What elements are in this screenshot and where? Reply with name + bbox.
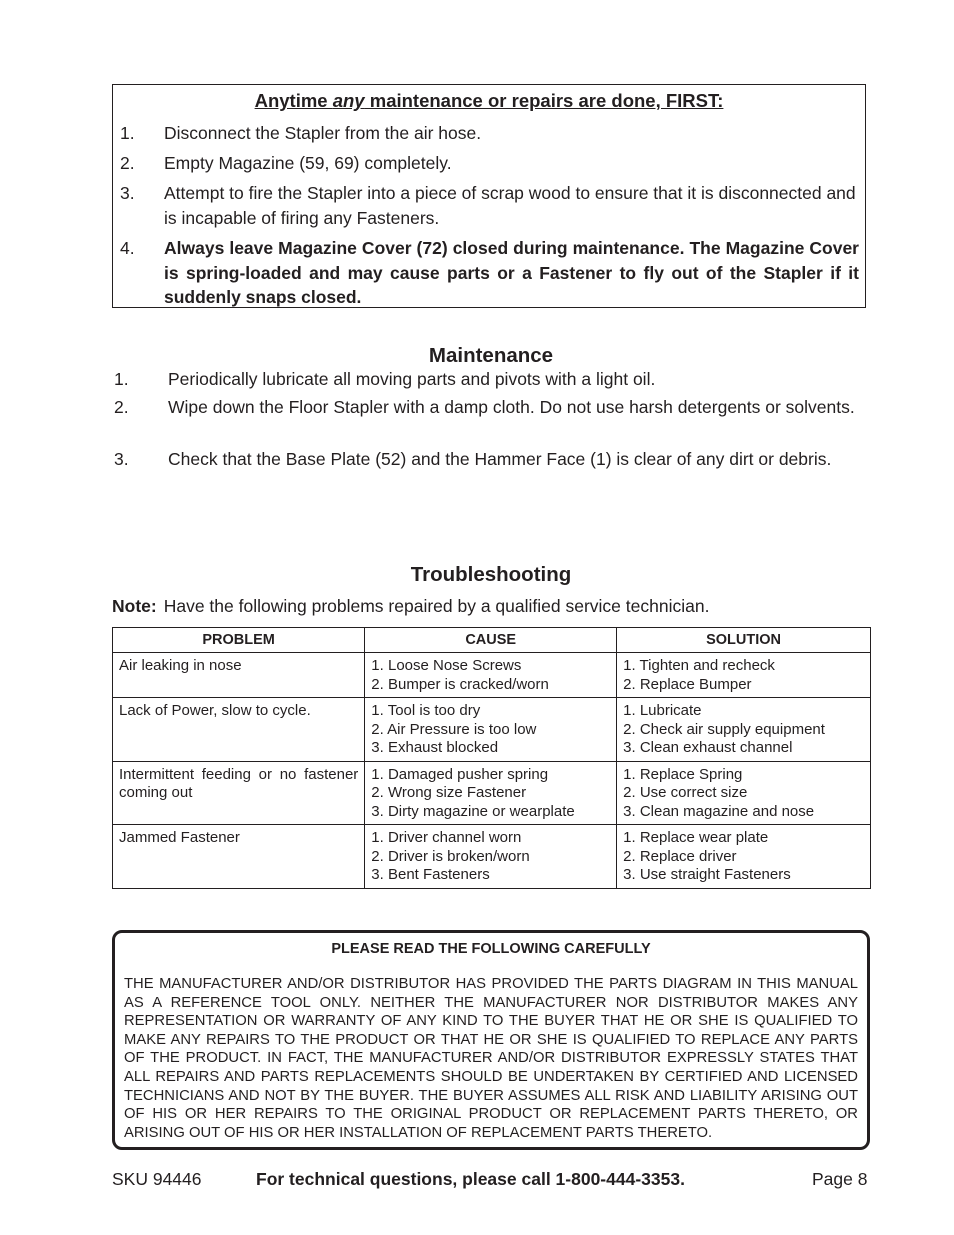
column-header-solution: SOLUTION	[617, 628, 871, 653]
cause-item: 3. Dirty magazine or wearplate	[371, 802, 575, 820]
solution-item: 3. Clean exhaust channel	[623, 739, 793, 756]
item-number: 3.	[114, 449, 129, 469]
safety-title: Anytime any maintenance or repairs are done, FIRST:	[254, 90, 724, 111]
cause-cell	[365, 653, 617, 698]
step-text: Always leave Magazine Cover (72) closed during maintenance. The Magazine Cover is spring-loaded and may cause parts or a Fastener to fly out of the Stapler if it suddenly snaps closed.	[164, 238, 859, 307]
item-number: 1.	[114, 369, 129, 389]
step-number: 2.	[120, 153, 135, 173]
solution-item: 2. Replace Bumper	[623, 675, 752, 693]
solution-item: 1. Replace Spring	[623, 765, 743, 783]
step-number: 3.	[120, 183, 135, 203]
table-row	[113, 825, 871, 889]
step-number: 4.	[120, 238, 135, 258]
item-text: Periodically lubricate all moving parts and pivots with a light oil.	[168, 369, 656, 389]
maintenance-heading: Maintenance	[428, 344, 554, 367]
solution-item: 2. Check air supply equipment	[623, 720, 825, 738]
cause-cell	[365, 825, 617, 889]
troubleshooting-table	[112, 627, 871, 889]
table-header-row	[113, 628, 871, 653]
column-header-problem: PROBLEM	[113, 628, 365, 653]
footer-sku: SKU 94446	[112, 1169, 202, 1189]
solution-item: 3. Use straight Fasteners	[623, 866, 791, 883]
table-row	[113, 653, 871, 698]
solution-item: 2. Replace driver	[623, 847, 737, 865]
troubleshooting-heading: Troubleshooting	[410, 563, 572, 586]
item-number: 2.	[114, 397, 129, 417]
solution-cell	[617, 653, 871, 698]
solution-item: 1. Replace wear plate	[623, 829, 769, 846]
footer-page-number: Page 8	[812, 1169, 868, 1189]
problem-cell: Jammed Fastener	[113, 825, 365, 889]
problem-cell: Intermittent feeding or no fastener coming out	[113, 761, 365, 825]
note-label: Note:	[112, 596, 157, 616]
note	[112, 596, 709, 617]
solution-item: 1. Tighten and recheck	[623, 657, 775, 674]
solution-cell	[617, 761, 871, 825]
problem-cell: Lack of Power, slow to cycle.	[113, 698, 365, 762]
item-text: Wipe down the Floor Stapler with a damp cloth. Do not use harsh detergents or solvents.	[168, 397, 855, 417]
cause-item: 1. Damaged pusher spring	[371, 765, 549, 783]
safety-box	[112, 84, 866, 308]
cause-item: 2. Air Pressure is too low	[371, 720, 537, 738]
table-row	[113, 698, 871, 762]
cause-item: 3. Bent Fasteners	[371, 866, 490, 883]
cause-cell	[365, 761, 617, 825]
note-text: Have the following problems repaired by a qualified service technician.	[163, 596, 710, 616]
solution-item: 1. Lubricate	[623, 702, 702, 719]
cause-item: 2. Driver is broken/worn	[371, 847, 530, 865]
notice-box	[112, 930, 870, 1150]
solution-item: 2. Use correct size	[623, 784, 748, 801]
step-text: Attempt to fire the Stapler into a piece of scrap wood to ensure that it is disconnected and is incapable of firing any Fasteners.	[164, 183, 856, 228]
cause-item: 1. Tool is too dry	[371, 702, 481, 719]
problem-cell: Air leaking in nose	[113, 653, 365, 698]
cause-item: 1. Loose Nose Screws	[371, 657, 522, 674]
cause-item: 2. Bumper is cracked/worn	[371, 675, 549, 693]
column-header-cause: CAUSE	[365, 628, 617, 653]
cause-item: 3. Exhaust blocked	[371, 739, 499, 756]
solution-item: 3. Clean magazine and nose	[623, 802, 815, 820]
footer-tech-support: For technical questions, please call 1-800-444-3353.	[256, 1169, 685, 1189]
cause-item: 2. Wrong size Fastener	[371, 784, 527, 801]
solution-cell	[617, 825, 871, 889]
cause-cell	[365, 698, 617, 762]
item-text: Check that the Base Plate (52) and the Hammer Face (1) is clear of any dirt or debris.	[168, 449, 832, 469]
step-text: Disconnect the Stapler from the air hose.	[164, 123, 482, 143]
step-text: Empty Magazine (59, 69) completely.	[164, 153, 452, 173]
solution-cell	[617, 698, 871, 762]
table-row	[113, 761, 871, 825]
step-number: 1.	[120, 123, 135, 143]
notice-body: THE MANUFACTURER AND/OR DISTRIBUTOR HAS PROVIDED THE PARTS DIAGRAM IN THIS MANUAL AS A REFERENCE TOOL ONLY. NEITHER THE MANUFACTURER NOR DISTRIBUTOR MAKES ANY REPRESENTATION OR WARRANTY OF ANY KIND TO THE BUYER THAT HE OR SHE IS QUALIFIED TO MAKE ANY REPAIRS TO THE PRODUCT OR THAT HE OR SHE IS QUALIFIED TO REPLACE ANY PARTS OF THE PRODUCT. IN FACT, THE MANUFACTURER AND/OR DISTRIBUTOR EXPRESSLY STATES THAT ALL REPAIRS AND PARTS REPLACEMENTS SHOULD BE UNDERTAKEN BY CERTIFIED AND LICENSED TECHNICIANS AND NOT BY THE BUYER. THE BUYER ASSUMES ALL RISK AND LIABILITY ARISING OUT OF HIS OR HER REPAIRS TO THE ORIGINAL PRODUCT OR REPLACEMENT PARTS THERETO, OR ARISING OUT OF HIS OR HER INSTALLATION OF REPLACEMENT PARTS THERETO.	[124, 976, 858, 1141]
cause-item: 1. Driver channel worn	[371, 829, 522, 846]
notice-title: PLEASE READ THE FOLLOWING CAREFULLY	[331, 941, 651, 957]
